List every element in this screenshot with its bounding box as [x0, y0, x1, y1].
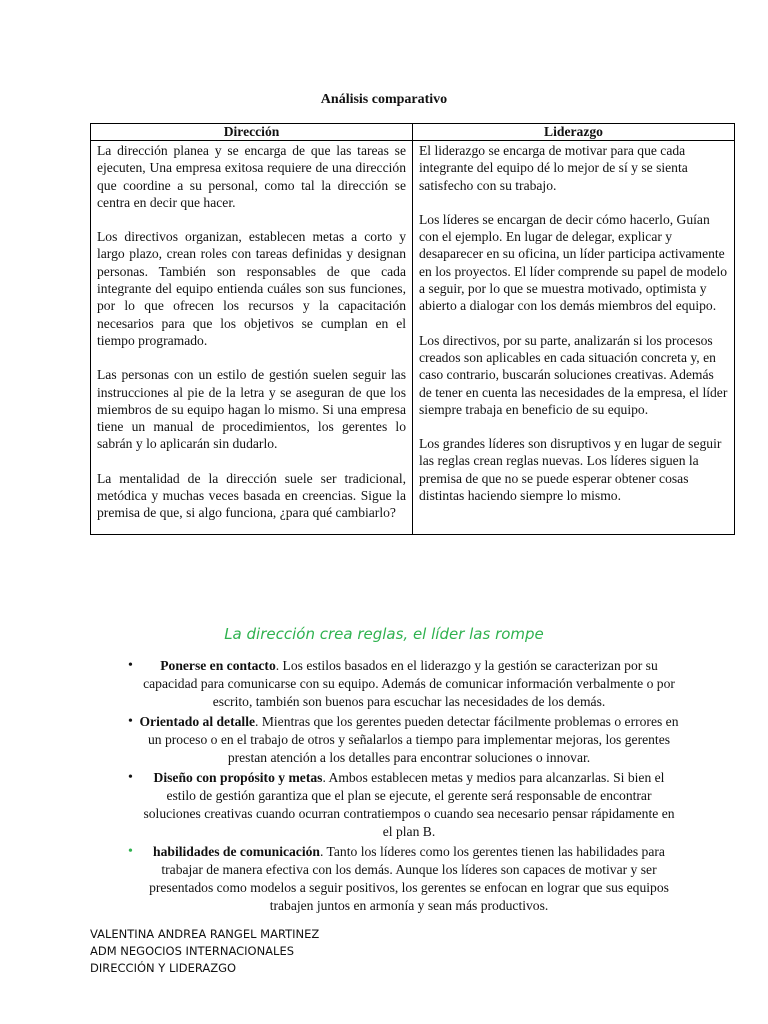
bullet-title: Orientado al detalle	[139, 714, 256, 729]
list-item	[120, 769, 680, 841]
bullet-text: . Mientras que los gerentes pueden detectar fácilmente problemas o errores en un proceso o en el trabajo de otros y señalarlos a tiempo para implementar mejoras, los gerentes prestan atención a los detalles para encontrar soluciones o innovar.	[147, 714, 679, 765]
bullet-icon: •	[128, 770, 133, 785]
program-name: ADM NEGOCIOS INTERNACIONALES	[90, 944, 295, 958]
direccion-cell	[91, 141, 413, 535]
direccion-paragraph: La mentalidad de la dirección suele ser tradicional, metódica y muchas veces basada en creencias. Sigue la premisa de que, si algo funciona, ¿para qué cambiarlo?	[97, 470, 406, 521]
author-footer	[90, 926, 319, 977]
direccion-paragraph: La dirección planea y se encarga de que las tareas se ejecuten, Una empresa exitosa requiere de una dirección que coordine a su personal, como tal la dirección se centra en decir que hacer.	[97, 143, 406, 210]
list-item	[120, 657, 680, 711]
liderazgo-paragraph: Los directivos, por su parte, analizarán si los procesos creados son aplicables en cada situación concreta y, en caso contrario, buscarán soluciones creativas. Además de tener en cuenta las necesidades de la empresa, el líder siempre trabaja en beneficio de su equipo.	[419, 332, 728, 417]
author-name: VALENTINA ANDREA RANGEL MARTINEZ	[90, 927, 320, 941]
liderazgo-paragraph: Los grandes líderes son disruptivos y en lugar de seguir las reglas crean reglas nuevas. Los líderes siguen la premisa de que no se puede esperar obtener cosas distintas haciendo siempre lo mismo.	[419, 436, 722, 504]
header-direccion: Dirección	[91, 124, 413, 141]
bullet-title: Diseño con propósito y metas	[153, 770, 323, 785]
direccion-paragraph: Las personas con un estilo de gestión suelen seguir las instrucciones al pie de la letra y se aseguran de que los miembros de su equipo hagan lo mismo. Si una empresa tiene un manual de procedimientos, los gerentes lo sabrán y lo aplicarán sin dudarlo.	[97, 367, 406, 452]
liderazgo-cell	[413, 141, 735, 535]
bullet-title: Ponerse en contacto	[160, 658, 276, 673]
bullet-text: . Tanto los líderes como los gerentes tienen las habilidades para trabajar de manera efectiva con los demás. Aunque los líderes son capaces de motivar y ser presentados como modelos a seguir positivos, los gerentes se enfocan en lograr que sus equipos trabajen juntos en armonía y sean más productivos.	[149, 844, 669, 913]
bullet-icon: •	[128, 658, 133, 673]
bullet-icon: •	[128, 714, 133, 729]
liderazgo-paragraph: El liderazgo se encarga de motivar para que cada integrante del equipo dé lo mejor de sí y se sienta satisfecho con su trabajo.	[419, 143, 688, 193]
table-header-row	[91, 124, 735, 141]
course-name: DIRECCIÓN Y LIDERAZGO	[90, 961, 237, 975]
page-title: Análisis comparativo	[320, 92, 448, 107]
bullet-text: . Ambos establecen metas y medios para alcanzarlas. Si bien el estilo de gestión garantiza que el plan se ejecute, el gerente será responsable de encontrar soluciones creativas cuando ocurran contratiempos o cuando sea necesario pensar rápidamente en el plan B.	[143, 770, 675, 839]
section-heading: La dirección crea reglas, el líder las rompe	[224, 625, 544, 643]
bullet-title: habilidades de comunicación	[153, 844, 320, 859]
table-row	[91, 141, 735, 535]
liderazgo-paragraph: Los líderes se encargan de decir cómo hacerlo, Guían con el ejemplo. En lugar de delegar, explicar y desaparecer en su oficina, un líder participa activamente en los proyectos. El líder comprende su papel de modelo a seguir, por lo que se muestra motivado, optimista y abierto a dialogar con los demás miembros del equipo.	[419, 211, 728, 314]
bullet-list	[120, 657, 680, 917]
header-liderazgo: Liderazgo	[413, 124, 735, 141]
list-item	[120, 713, 680, 767]
direccion-paragraph: Los directivos organizan, establecen metas a corto y largo plazo, crean roles con tareas definidas y designan personas. También son responsables de que cada integrante del equipo entienda cuáles son sus funciones, por lo que ofrecen los recursos y la capacitación necesarios para que los objetivos se cumplan en el tiempo programado.	[97, 229, 406, 348]
list-item	[120, 843, 680, 915]
comparison-table	[90, 123, 735, 535]
bullet-text: . Los estilos basados en el liderazgo y la gestión se caracterizan por su capacidad para comunicarse con su equipo. Además de comunicar información verbalmente o por escrito, también son buenos para escuchar las necesidades de los demás.	[143, 658, 675, 709]
bullet-icon: •	[128, 844, 133, 859]
